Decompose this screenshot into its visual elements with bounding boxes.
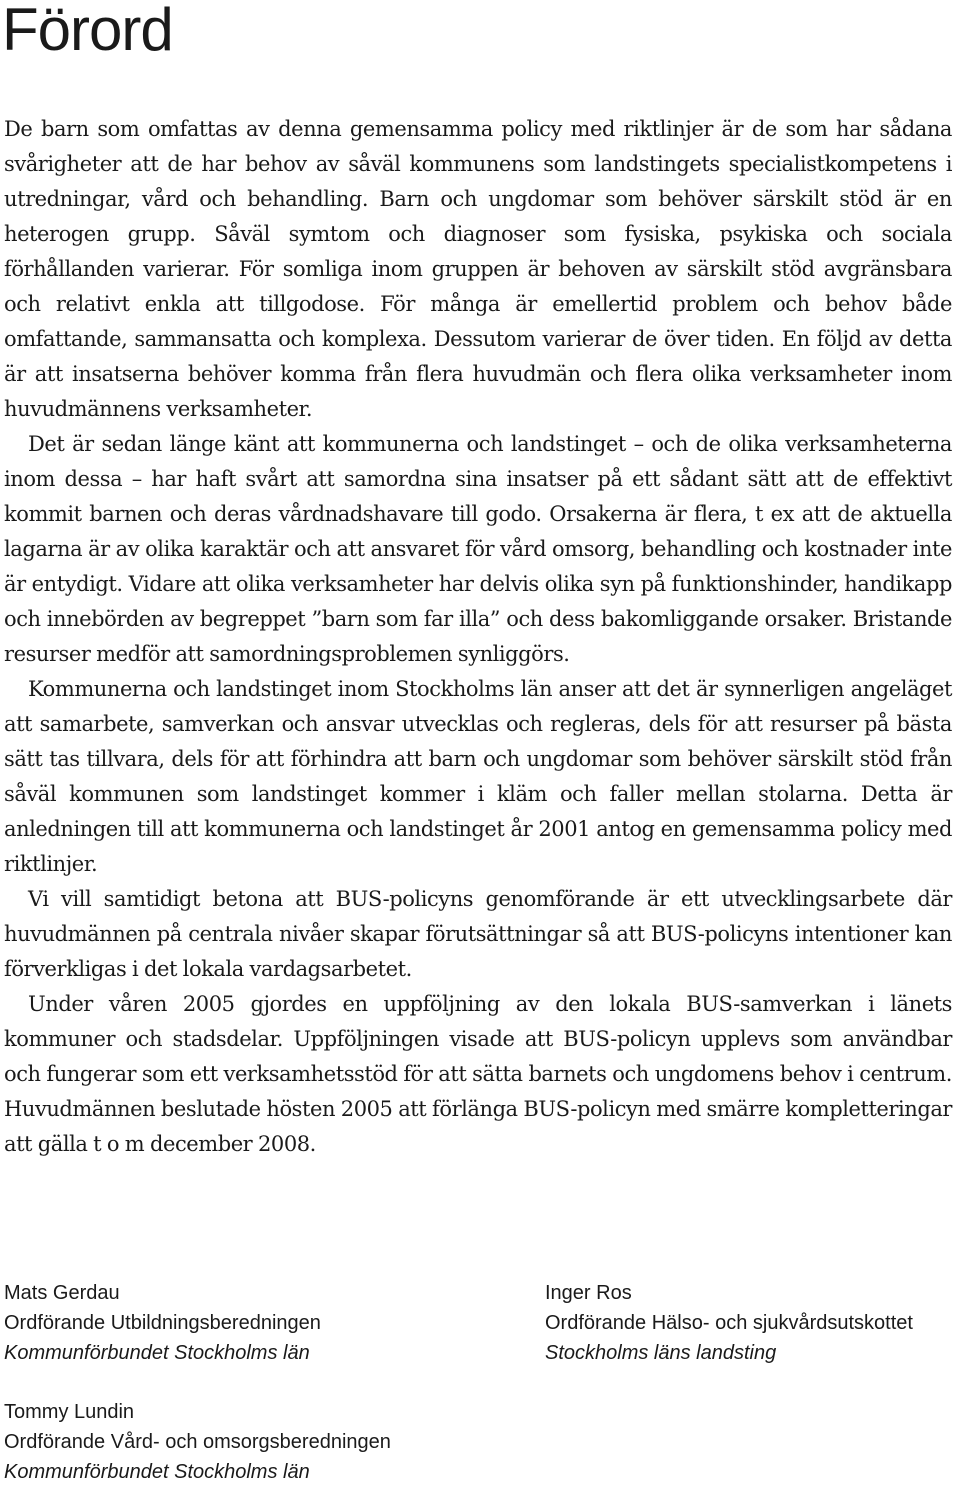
- signatory-role: Ordförande Vård- och omsorgsberedningen: [4, 1431, 391, 1453]
- paragraph: Kommunerna och landstinget inom Stockholms län anser att det är synnerligen angeläget att samarbete, samverkan och ansvar utvecklas och regleras, dels för att resurser på bästa sätt tas tillvara, dels för att förhindra att barn och ungdomar som behöver särskilt stöd från såväl kommunen som landstinget kommer i kläm och faller mellan stolarna. Detta är anledningen till att kommunerna och landstinget år 2001 antog en gemensamma policy med riktlinjer.: [4, 677, 952, 876]
- signatory-organization: Kommunförbundet Stockholms län: [4, 1461, 310, 1483]
- paragraph: Vi vill samtidigt betona att BUS-policyns genomförande är ett utvecklingsarbete där huvudmännen på centrala nivåer skapar förutsättningar så att BUS-policyns intentioner kan förverkligas i det lokala vardagsarbetet.: [4, 887, 952, 981]
- signatory-name: Tommy Lundin: [4, 1401, 135, 1423]
- signatory-role: Ordförande Utbildningsberedningen: [4, 1312, 321, 1334]
- paragraph: De barn som omfattas av denna gemensamma policy med riktlinjer är de som har sådana svårigheter att de har behov av såväl kommunens som landstingets specialistkompetens i utredningar, vård och behandling. Barn och ungdomar som behöver särskilt stöd är en heterogen grupp. Såväl symtom och diagnoser som fysiska, psykiska och sociala förhållanden varierar. För somliga inom gruppen är behoven av särskilt stöd avgränsbara och relativt enkla att tillgodose. För många är emellertid problem och behov både omfattande, sammansatta och komplexa. Dessutom varierar de över tiden. En följd av detta är att insatserna behöver komma från flera huvudmän och flera olika verksamheter inom huvudmännens verksamheter.: [4, 117, 952, 421]
- signatory-organization: Stockholms läns landsting: [545, 1342, 777, 1364]
- paragraph: Under våren 2005 gjordes en uppföljning av den lokala BUS-samverkan i länets kommuner och stadsdelar. Uppföljningen visade att BUS-policyn upplevs som användbar och fungerar som ett verksamhetsstöd för att sätta barnets och ungdomens behov i centrum. Huvudmännen beslutade hösten 2005 att förlänga BUS-policyn med smärre kompletteringar att gälla t o m december 2008.: [4, 992, 952, 1156]
- page-title: Förord: [2, 0, 173, 63]
- signatory-role: Ordförande Hälso- och sjukvårdsutskottet: [545, 1312, 913, 1334]
- signature-block: [4, 1278, 321, 1368]
- paragraph: Det är sedan länge känt att kommunerna och landstinget – och de olika verksamheterna inom dessa – har haft svårt att samordna sina insatser på ett sådant sätt att de effektivt kommit barnen och deras vårdnadshavare till godo. Orsakerna är flera, t ex att de aktuella lagarna är av olika karaktär och att ansvaret för vård omsorg, behandling och kostnader inte är entydigt. Vidare att olika verksamheter har delvis olika syn på funktionshinder, handikapp och innebörden av begreppet ”barn som far illa” och dess bakomliggande orsaker. Bristande resurser medför att samordningsproblemen synliggörs.: [4, 432, 952, 666]
- signatory-name: Inger Ros: [545, 1282, 632, 1304]
- foreword-body: [4, 112, 952, 1162]
- signatory-organization: Kommunförbundet Stockholms län: [4, 1342, 310, 1364]
- signature-block: [545, 1278, 913, 1368]
- signatory-name: Mats Gerdau: [4, 1282, 120, 1304]
- signature-block: [4, 1397, 391, 1487]
